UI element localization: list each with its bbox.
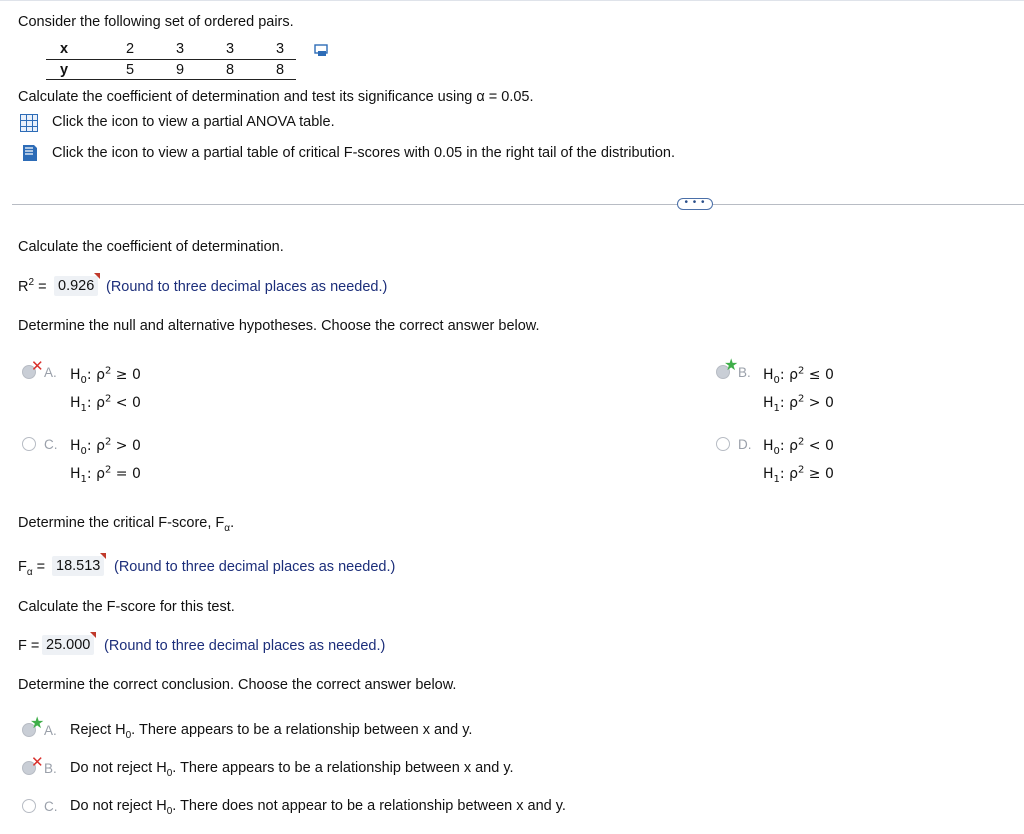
correct-star-icon: ★: [30, 715, 45, 732]
correct-star-icon: ★: [724, 357, 739, 374]
part1-prompt: Calculate the coefficient of determination.: [18, 239, 284, 255]
review-flag-icon: [100, 553, 106, 559]
radio-button[interactable]: [22, 437, 36, 451]
anova-table-icon[interactable]: [20, 114, 38, 132]
part2-prompt: Determine the null and alternative hypotheses. Choose the correct answer below.: [18, 318, 540, 334]
table-cell: 8: [275, 62, 285, 78]
review-flag-icon: [94, 273, 100, 279]
option-text: Do not reject $H_0$. There does not appear to be a relationship between x and y.: [70, 798, 566, 817]
ftable-link-text: Click the icon to view a partial table of critical F-scores with 0.05 in the right tail of the distribution.: [52, 145, 675, 161]
wrong-mark-icon: ✕: [31, 754, 44, 771]
option-h1: $H_1$: $\rho^2 > 0$: [763, 393, 834, 414]
anova-link-text: Click the icon to view a partial ANOVA table.: [52, 114, 335, 130]
option-text: Reject $H_0$. There appears to be a relationship between x and y.: [70, 722, 473, 741]
option-h0: $H_0$: $\rho^2 \ge 0$: [70, 365, 141, 386]
r2-value: 0.926: [58, 278, 95, 294]
review-flag-icon: [90, 632, 96, 638]
option-h1: $H_1$: $\rho^2 \ge 0$: [763, 464, 834, 485]
table-x-label: x: [59, 41, 69, 57]
option-letter: A.: [44, 723, 57, 738]
top-border: [0, 0, 1024, 1]
option-h1: $H_1$: $\rho^2 = 0$: [70, 464, 141, 485]
table-cell: 3: [275, 41, 285, 57]
option-letter: B.: [44, 761, 57, 776]
section-divider: [12, 204, 1024, 205]
table-cell: 3: [225, 41, 235, 57]
r2-eq: =: [34, 279, 47, 295]
wrong-mark-icon: ✕: [31, 358, 44, 375]
option-h0: $H_0$: $\rho^2 < 0$: [763, 436, 834, 457]
table-rule: [46, 59, 296, 60]
table-rule: [46, 79, 296, 80]
option-letter: A.: [44, 365, 57, 380]
option-text: Do not reject $H_0$. There appears to be a relationship between x and y.: [70, 760, 514, 779]
part4-prompt: Calculate the F-score for this test.: [18, 599, 235, 615]
option-h1: $H_1$: $\rho^2 < 0$: [70, 393, 141, 414]
f-score-value: 25.000: [46, 637, 91, 653]
book-icon[interactable]: [20, 143, 40, 163]
f-alpha-answer-box[interactable]: [52, 556, 104, 576]
f-score-label: F =: [18, 638, 40, 654]
table-cell: 5: [125, 62, 135, 78]
part5-prompt: Determine the correct conclusion. Choose the correct answer below.: [18, 677, 457, 693]
table-cell: 3: [175, 41, 185, 57]
copy-data-icon[interactable]: [314, 44, 330, 58]
option-letter: C.: [44, 437, 58, 452]
r2-answer-box[interactable]: [54, 276, 98, 296]
f-alpha-row: $F_\alpha$ =: [18, 559, 46, 578]
r2-row: [18, 279, 47, 295]
radio-button[interactable]: [716, 437, 730, 451]
f-score-answer-box[interactable]: [42, 635, 94, 655]
r2-sup: 2: [28, 277, 35, 289]
option-h0: $H_0$: $\rho^2 > 0$: [70, 436, 141, 457]
f-alpha-value: 18.513: [56, 558, 101, 574]
f-score-hint: (Round to three decimal places as needed.): [104, 638, 386, 654]
question-task: Calculate the coefficient of determination and test its significance using α = 0.05.: [18, 89, 534, 105]
table-y-label: y: [59, 62, 69, 78]
option-letter: B.: [738, 365, 751, 380]
table-cell: 9: [175, 62, 185, 78]
question-intro: Consider the following set of ordered pairs.: [18, 14, 294, 30]
option-letter: C.: [44, 799, 58, 814]
radio-button[interactable]: [22, 799, 36, 813]
table-cell: 2: [125, 41, 135, 57]
table-cell: 8: [225, 62, 235, 78]
option-h0: $H_0$: $\rho^2 \le 0$: [763, 365, 834, 386]
r2-label: R: [18, 279, 29, 295]
more-button[interactable]: • • •: [677, 198, 713, 210]
r2-hint: (Round to three decimal places as needed.): [106, 279, 388, 295]
option-letter: D.: [738, 437, 752, 452]
part3-prompt: Determine the critical F-score, $F_\alpha$.: [18, 515, 235, 534]
f-alpha-hint: (Round to three decimal places as needed.): [114, 559, 396, 575]
